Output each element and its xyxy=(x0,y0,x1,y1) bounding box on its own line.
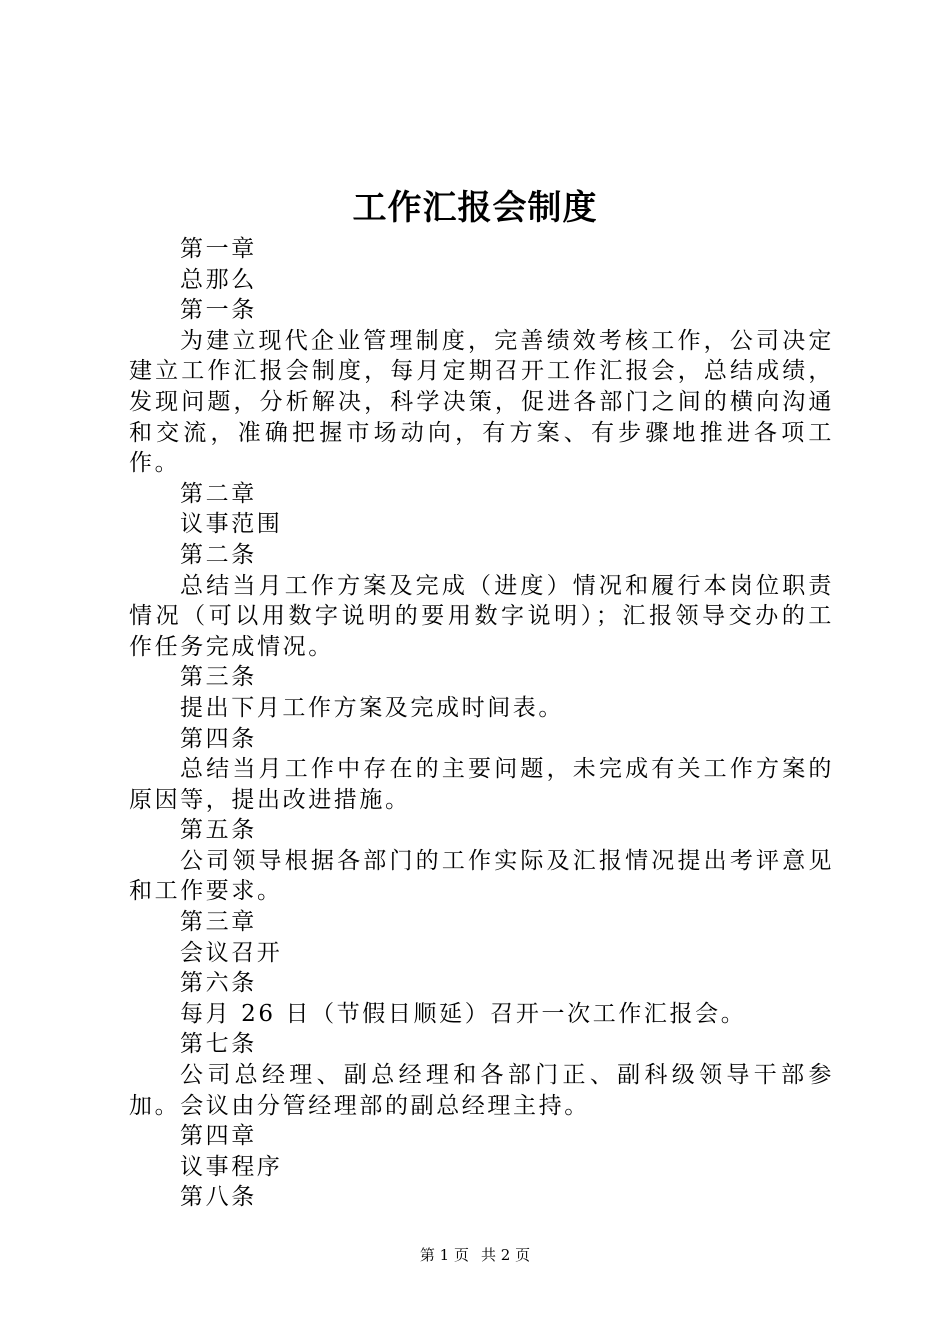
chapter-3-heading: 第三章 xyxy=(180,909,257,936)
article-2-heading: 第二条 xyxy=(180,541,257,568)
document-body xyxy=(129,234,834,1213)
article-1-heading: 第一条 xyxy=(180,297,257,324)
article-4-heading: 第四条 xyxy=(180,725,257,752)
article-5-heading: 第五条 xyxy=(180,817,257,844)
article-3-heading: 第三条 xyxy=(180,664,257,691)
chapter-4-heading: 第四章 xyxy=(180,1123,257,1150)
article-6-heading: 第六条 xyxy=(180,970,257,997)
article-3-text: 提出下月工作方案及完成时间表。 xyxy=(180,694,564,721)
chapter-2-heading: 第二章 xyxy=(180,480,257,507)
article-4-text: 总结当月工作中存在的主要问题，未完成有关工作方案的原因等，提出改进措施。 xyxy=(129,756,834,813)
chapter-1-heading: 第一章 xyxy=(180,236,257,262)
chapter-3-title: 会议召开 xyxy=(180,939,283,966)
article-7-text: 公司总经理、副总经理和各部门正、副科级领导干部参加。会议由分管经理部的副总经理主持。 xyxy=(129,1062,834,1119)
article-8-heading: 第八条 xyxy=(180,1184,257,1211)
article-6-text: 每月 26 日（节假日顺延）召开一次工作汇报会。 xyxy=(180,1000,747,1027)
page-total: 共 2 页 xyxy=(481,1246,531,1264)
document-title: 工作汇报会制度 xyxy=(352,188,598,228)
chapter-1-title: 总那么 xyxy=(180,266,257,293)
article-1-text: 为建立现代企业管理制度，完善绩效考核工作，公司决定建立工作汇报会制度，每月定期召开工作汇报会，总结成绩，发现问题，分析解决，科学决策，促进各部门之间的横向沟通和交流，准确把握市场动向，有方案、有步骤地推进各项工作。 xyxy=(129,327,834,477)
chapter-4-title: 议事程序 xyxy=(180,1153,283,1180)
page-footer xyxy=(0,1243,950,1267)
chapter-2-title: 议事范围 xyxy=(180,511,283,538)
article-5-text: 公司领导根据各部门的工作实际及汇报情况提出考评意见和工作要求。 xyxy=(129,847,834,905)
page-number: 第 1 页 xyxy=(419,1246,469,1264)
article-2-text: 总结当月工作方案及完成（进度）情况和履行本岗位职责情况（可以用数字说明的要用数字说明）；汇报领导交办的工作任务完成情况。 xyxy=(129,572,834,660)
article-7-heading: 第七条 xyxy=(180,1031,257,1058)
